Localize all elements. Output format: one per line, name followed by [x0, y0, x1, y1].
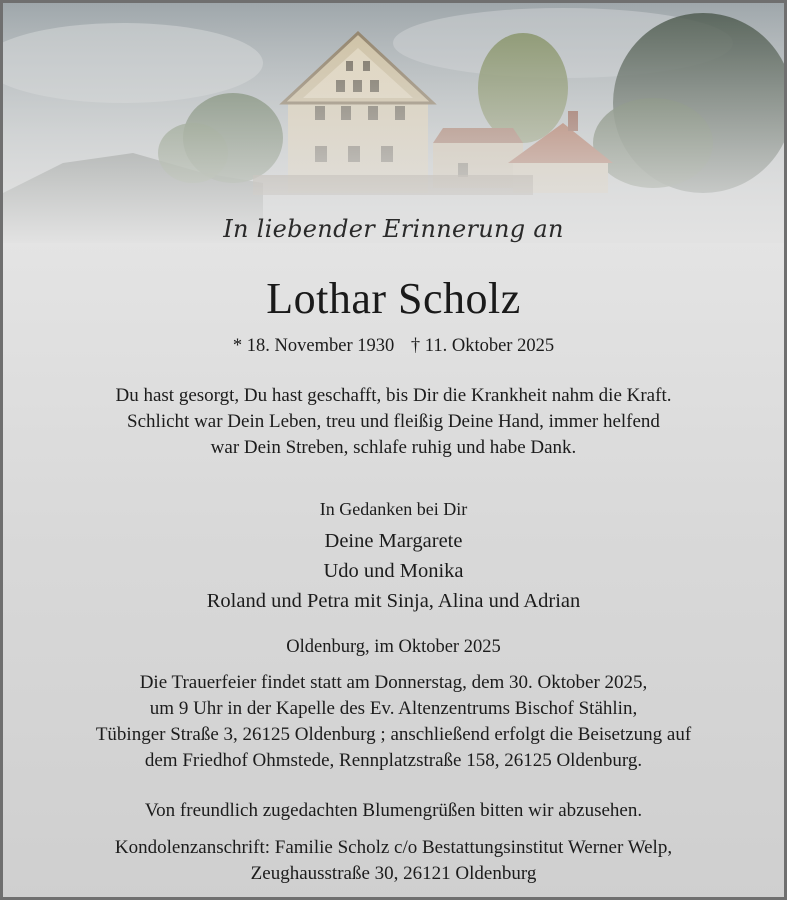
family-list	[3, 526, 784, 616]
thoughts-label: In Gedanken bei Dir	[319, 499, 468, 519]
deceased-name: Lothar Scholz	[266, 274, 521, 323]
poem-line: war Dein Streben, schlafe ruhig und habe Dank.	[210, 437, 577, 458]
poem-line: Du hast gesorgt, Du hast geschafft, bis Dir die Krankheit nahm die Kraft.	[115, 385, 672, 406]
address-line: Zeughausstraße 30, 26121 Oldenburg	[250, 863, 537, 884]
header-painting	[3, 3, 784, 243]
service-line: Tübinger Straße 3, 26125 Oldenburg ; anschließend erfolgt die Beisetzung auf	[95, 724, 692, 745]
condolence-address	[3, 835, 784, 887]
family-member: Udo und Monika	[323, 560, 464, 582]
service-line: um 9 Uhr in der Kapelle des Ev. Altenzentrums Bischof Stählin,	[149, 698, 638, 719]
place-date: Oldenburg, im Oktober 2025	[286, 637, 501, 657]
service-line: dem Friedhof Ohmstede, Rennplatzstraße 158, 26125 Oldenburg.	[144, 750, 643, 771]
family-member: Roland und Petra mit Sinja, Alina und Adrian	[206, 590, 581, 612]
address-line: Kondolenzanschrift: Familie Scholz c/o Bestattungsinstitut Werner Welp,	[114, 837, 673, 858]
family-member: Deine Margarete	[324, 530, 463, 552]
service-line: Die Trauerfeier findet statt am Donnerstag, dem 30. Oktober 2025,	[139, 672, 648, 693]
intro-text: In liebender Erinnerung an	[223, 215, 564, 243]
death-date: † 11. Oktober 2025	[410, 336, 555, 356]
flowers-note: Von freundlich zugedachten Blumengrüßen bitten wir abzusehen.	[144, 800, 643, 821]
life-dates	[3, 336, 784, 357]
poem	[3, 383, 784, 461]
service-details	[3, 670, 784, 774]
birth-date: * 18. November 1930	[232, 336, 395, 356]
poem-line: Schlicht war Dein Leben, treu und fleißig Deine Hand, immer helfend	[127, 411, 660, 432]
house-painting-image	[3, 3, 784, 243]
